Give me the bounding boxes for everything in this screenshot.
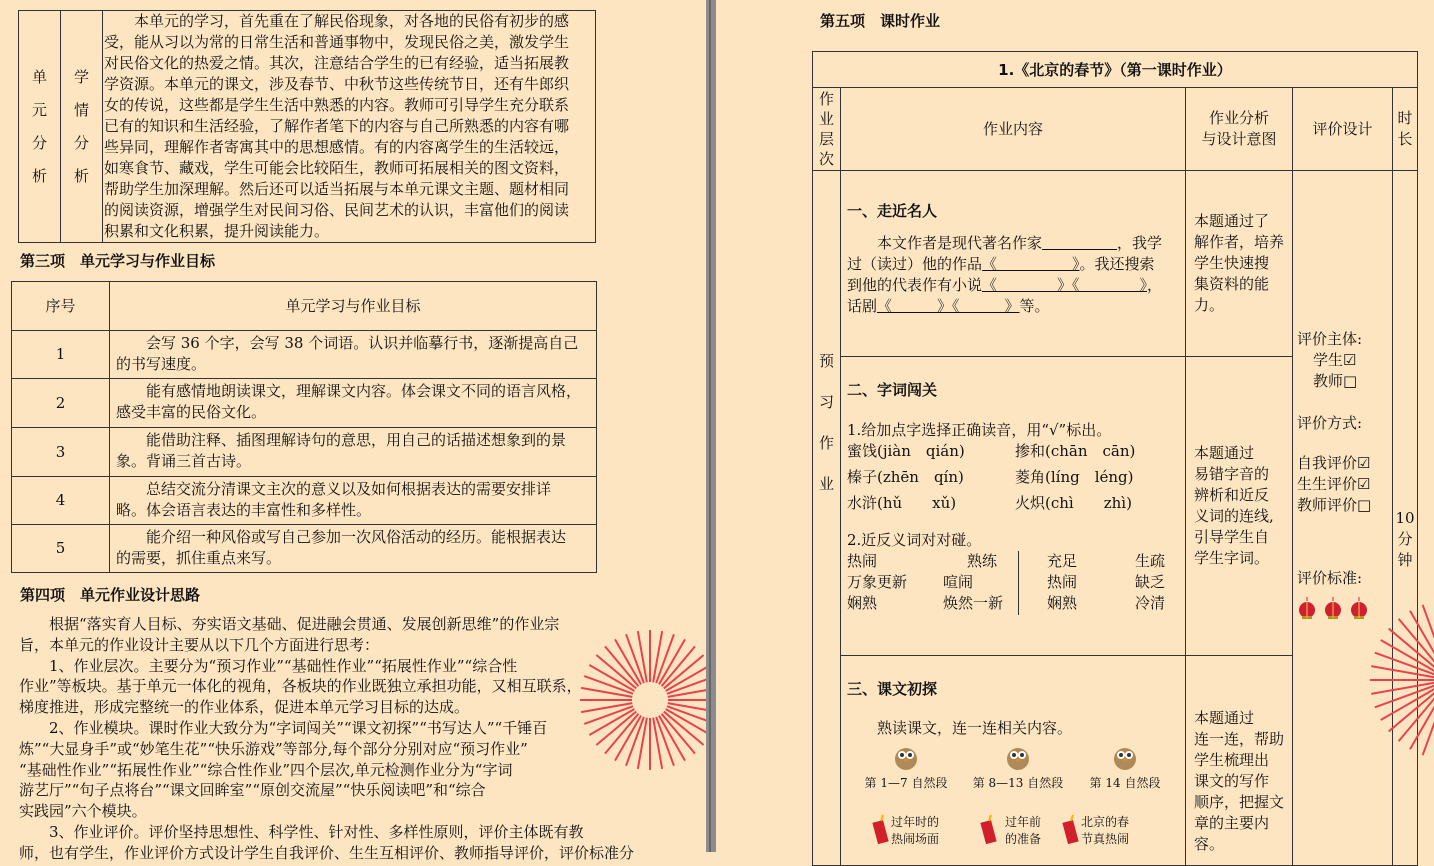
- learner-analysis-label: 学 情 分 析: [61, 11, 103, 243]
- owl-icon: [1005, 743, 1031, 771]
- part2-analysis: 本题通过 易错字音的 辨析和近反 义词的连线, 引导学生自 学生字词。: [1186, 357, 1293, 656]
- goal-text: 略。体会语言表达的丰富性和多样性。: [116, 501, 372, 519]
- firecracker-icon: [1061, 813, 1081, 843]
- part2-title: 二、字词闯关: [847, 381, 938, 399]
- goal-text: 能介绍一种风俗或写自己参加一次风俗活动的经历。能根据表达: [146, 528, 567, 546]
- section4-heading: 第四项 单元作业设计思路: [20, 586, 201, 604]
- goal-text: 象。背诵三首古诗。: [116, 452, 252, 470]
- lantern-icon: [1349, 597, 1369, 621]
- level-label-preview: 预 习 作 业: [813, 171, 841, 866]
- goal-text: 总结交流分清课文主次的意义以及如何根据表达的需要安排详: [146, 480, 552, 498]
- firecracker-icon: [979, 813, 999, 843]
- section4-text: 根据“落实育人目标、夯实语文基础、促进融会贯通、发展创新思维”的作业宗 旨，本单元的作业设计主要从以下几个方面进行思考： 1、作业层次。主要分为“预习作业”“基础性作业”“拓展性作业”“综合性 作业”等板块。基于单元一体化的视角，各板块的作业既独立承担功能，又相互联系， 梯度推进，形成完整统一的作业体系，促进本单元学习目标的达成。 2、作业模块。课时作业大致分为“字词闯关”“课文初探”“书写达人”“千锤百 炼”“大显身手”或“妙笔生花”“快乐游戏”等部分,每个部分分别对应“预习作业” “基础性作业”“拓展性作业”“综合性作业”四个层次,单元检测作业分为“字词 游艺厅”“句子点将台”“课文回眸室”“原创交流屋”“快乐阅读吧”和“综合 实践园”六个模块。 3、作业评价。评价坚持思想性、科学性、针对性、多样性原则，评价主体既有教 师，也有学生，作业评价方式设计学生自我评价、生生互相评价、教师指导评价，评价标准分: [19, 615, 635, 862]
- owl-icon: [893, 743, 919, 771]
- homework-table: [812, 51, 1418, 866]
- owl-labels: [847, 743, 1179, 791]
- firework-decoration: [580, 615, 706, 815]
- table-row: [12, 477, 597, 525]
- part2-content: 二、字词闯关 1.给加点字选择正确读音，用“√”标出。 蜜饯(jiàn qián) 掺和(chān cān) 榛子(zhēn qín) 菱角(líng léng) 水浒(hǔ xǔ) 火炽(chì zhì) 2.近反义词对对碰。 热闹 熟练 万象更新 喧闹 娴熟 焕然一新 充足 生疏 热闹 缺乏 娴熟 冷清: [841, 357, 1186, 656]
- page-gutter: [706, 0, 716, 852]
- part3-content: [841, 656, 1186, 866]
- goal-no: 2: [12, 379, 110, 428]
- firecracker-icon: [871, 813, 891, 843]
- goals-header-no: 序号: [12, 282, 110, 331]
- firecracker-item: 过年前 的准备: [961, 813, 1061, 847]
- part2-q2: 2.近反义词对对碰。: [847, 531, 982, 549]
- part3-analysis: 本题通过 连一连，帮助 学生梳理出 课文的写作 顺序，把握文 章的主要内 容。: [1186, 656, 1293, 866]
- table-row: [12, 331, 597, 379]
- goal-text: 能有感情地朗读课文，理解课文内容。体会课文不同的语言风格，: [146, 382, 582, 400]
- header-level: 作 业 层 次: [813, 88, 841, 171]
- firecracker-item: 过年时的 热闹场面: [847, 813, 961, 847]
- firework-decoration: [1370, 585, 1434, 852]
- goal-text: 的书写速度。: [116, 355, 207, 373]
- synonym-antonym-matching: 热闹 熟练 万象更新 喧闹 娴熟 焕然一新 充足 生疏 热闹 缺乏 娴熟 冷清: [847, 551, 1179, 615]
- header-content: 作业内容: [841, 88, 1186, 171]
- lantern-icon: [1323, 597, 1343, 621]
- table-row: [12, 379, 597, 428]
- goals-header-goal: 单元学习与作业目标: [110, 282, 597, 331]
- part3-title: 三、课文初探: [847, 680, 938, 698]
- goals-table: [11, 281, 597, 573]
- firecracker-items: [847, 813, 1179, 847]
- owl-icon: [1112, 743, 1138, 771]
- part2-q1: 1.给加点字选择正确读音，用“√”标出。: [847, 421, 1112, 439]
- part3-intro: 熟读课文，连一连相关内容。: [877, 719, 1073, 737]
- goal-text: 感受丰富的民俗文化。: [116, 403, 267, 421]
- firecracker-item: 北京的春 节真热闹: [1061, 813, 1161, 847]
- left-page: [0, 0, 706, 862]
- analysis-table: [18, 10, 596, 243]
- table-row: [12, 525, 597, 573]
- goal-no: 3: [12, 428, 110, 477]
- header-time: 时 长: [1393, 88, 1418, 171]
- analysis-text: 本单元的学习，首先重在了解民俗现象，对各地的民俗有初步的感 受，能从习以为常的日常生活和普通事物中，发现民俗之美，激发学生 对民俗文化的热爱之情。其次，注意结合学生的已有经验，适当拓展教 学资源。本单元的课文，涉及春节、中秋节这些传统节日，还有牛郎织 女的传说，这些都是学生生活中熟悉的内容。教师可引导学生充分联系 已有的知识和生活经验，了解作者笔下的内容与自己所熟悉的内容有哪 些异同，理解作者寄寓其中的思想感情。有的内容离学生的生活较远， 如寒食节、藏戏，学生可能会比较陌生，教师可拓展相关的图文资料， 帮助学生加深理解。然后还可以适当拓展与本单元课文主题、题材相同 的阅读资源，增强学生对民间习俗、民间艺术的认识，丰富他们的阅读 积累和文化积累，提升阅读能力。: [103, 11, 596, 243]
- owl-item: 第 8—13 自然段: [965, 743, 1071, 791]
- section5-heading: 第五项 课时作业: [820, 12, 941, 30]
- header-eval: 评价设计: [1293, 88, 1393, 171]
- part1-title: 一、走近名人: [847, 202, 938, 220]
- goal-text: 会写 36 个字，会写 38 个词语。认识并临摹行书，逐渐提高自己: [146, 334, 579, 352]
- goal-no: 4: [12, 477, 110, 525]
- header-analysis: 作业分析 与设计意图: [1186, 88, 1293, 171]
- homework-table-title: 1.《北京的春节》（第一课时作业）: [813, 52, 1418, 88]
- owl-item: 第 1—7 自然段: [847, 743, 965, 791]
- goal-no: 5: [12, 525, 110, 573]
- right-page: [716, 0, 1434, 852]
- goal-text: 的需要，抓住重点来写。: [116, 549, 282, 567]
- part1-analysis: 本题通过了 解作者，培养 学生快速搜 集资料的能 力。: [1186, 171, 1293, 357]
- goal-no: 1: [12, 331, 110, 379]
- time-cell: 10 分 钟: [1393, 171, 1418, 866]
- unit-analysis-label: 单 元 分 析: [19, 11, 61, 243]
- goal-text: 能借助注释、插图理解诗句的意思，用自己的话描述想象到的景: [146, 431, 567, 449]
- table-row: [12, 428, 597, 477]
- lantern-icon: [1297, 597, 1317, 621]
- owl-item: 第 14 自然段: [1071, 743, 1179, 791]
- part1-content: 一、走近名人 本文作者是现代著名作家 ，我学 过（读过）他的作品《 》。我还搜索 到他的代表作有小说《 》《 》， 话剧《 》《 》等。: [841, 171, 1186, 357]
- section3-heading: 第三项 单元学习与作业目标: [20, 252, 216, 270]
- eval-design: 评价主体: 学生☑ 教师□ 评价方式: 自我评价☑ 生生评价☑ 教师评价□ 评价标准:: [1293, 171, 1393, 866]
